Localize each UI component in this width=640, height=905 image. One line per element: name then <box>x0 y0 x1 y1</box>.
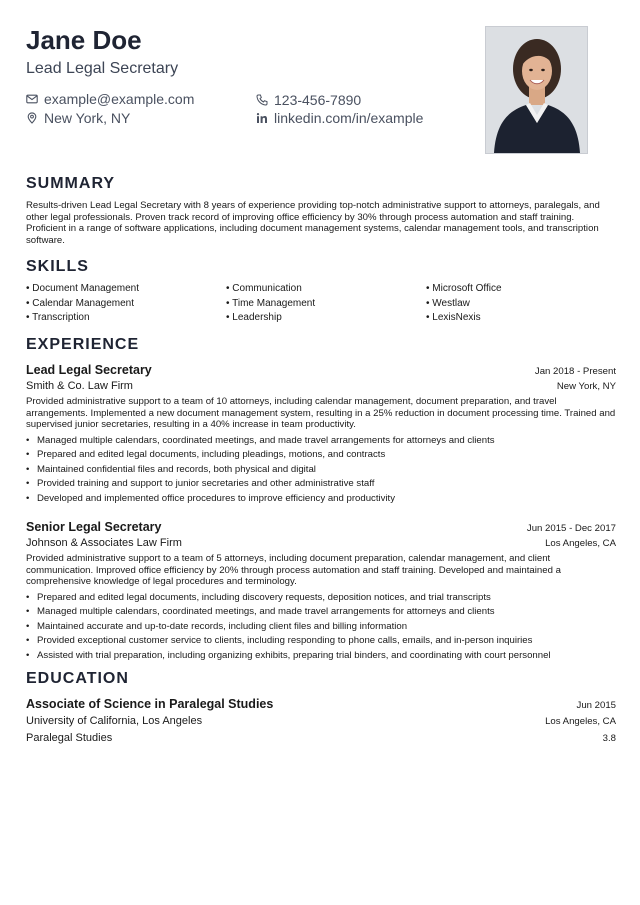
contact-phone[interactable] <box>256 91 361 109</box>
gpa-value: 3.8 <box>602 732 616 744</box>
skills-list <box>26 283 616 325</box>
degree-date: Jun 2015 <box>576 700 616 711</box>
education-section <box>26 669 616 746</box>
contact-linkedin[interactable] <box>256 109 423 127</box>
job-bullet: • Provided exceptional customer service to clients, including responding to phone calls, emails, and in-person inquiries <box>26 634 616 649</box>
profile-photo <box>485 26 588 154</box>
field-of-study: Paralegal Studies <box>26 731 113 744</box>
job-bullet: • Managed multiple calendars, coordinated meetings, and made travel arrangements for attorneys and clients <box>26 434 616 449</box>
job-bullet: • Maintained accurate and up-to-date records, including client files and billing information <box>26 620 616 635</box>
skill-item: • Communication <box>226 283 426 296</box>
job-bullet: • Developed and implemented office procedures to improve efficiency and productivity <box>26 492 616 507</box>
job-title: Lead Legal Secretary <box>26 363 152 377</box>
job-company: Johnson & Associates Law Firm <box>26 537 182 549</box>
job-entry <box>26 518 616 663</box>
job-entry <box>26 361 616 506</box>
skill-item: • Document Management <box>26 283 226 296</box>
job-bullets <box>26 434 616 507</box>
contact-info <box>26 90 466 130</box>
contact-location <box>26 109 130 127</box>
skill-item: • LexisNexis <box>426 312 616 325</box>
skill-item: • Leadership <box>226 312 426 325</box>
education-heading: EDUCATION <box>26 670 129 687</box>
contact-email[interactable] <box>26 90 194 108</box>
location-text: New York, NY <box>44 110 131 126</box>
skill-item: • Time Management <box>226 298 426 311</box>
job-location: New York, NY <box>556 381 616 392</box>
job-bullet: • Provided training and support to junior secretaries and other administrative staff <box>26 477 616 492</box>
experience-section <box>26 335 616 663</box>
location-pin-icon <box>26 112 38 124</box>
school-location: Los Angeles, CA <box>545 716 616 727</box>
job-bullets <box>26 591 616 664</box>
phone-icon <box>256 94 268 106</box>
job-bullet: • Assisted with trial preparation, including organizing exhibits, preparing trial binders, and coordinating with court personnel <box>26 649 616 664</box>
job-bullet: • Maintained confidential files and records, both physical and digital <box>26 463 616 478</box>
job-bullet: • Managed multiple calendars, coordinated meetings, and made travel arrangements for attorneys and clients <box>26 605 616 620</box>
skill-item: • Microsoft Office <box>426 283 616 296</box>
summary-heading: SUMMARY <box>26 175 116 192</box>
job-dates: Jan 2018 - Present <box>534 366 616 377</box>
job-description: Provided administrative support to a team of 10 attorneys, including calendar management, document preparation, and travel arrangements. Implemented a new document management system, resulting in a 25% reduction in document processing time. Trained and supervised junior secretaries, resulting in a 40% increase in team productivity. <box>26 396 616 430</box>
mail-icon <box>26 93 38 105</box>
phone-text: 123-456-7890 <box>274 92 362 108</box>
skills-section <box>26 257 616 325</box>
job-dates: Jun 2015 - Dec 2017 <box>526 523 616 534</box>
candidate-name: Jane Doe <box>26 25 142 55</box>
linkedin-icon <box>256 112 268 124</box>
skill-item: • Westlaw <box>426 298 616 311</box>
job-bullet: • Prepared and edited legal documents, including pleadings, motions, and contracts <box>26 448 616 463</box>
job-description: Provided administrative support to a team of 5 attorneys, including document preparation, calendar management, and client communication. Improved office efficiency by 20% through process automation and staff training. Developed and maintained a comprehensive knowledge of legal procedures and terminology. <box>26 553 561 587</box>
candidate-title: Lead Legal Secretary <box>26 60 179 77</box>
summary-section <box>26 174 616 246</box>
degree-title: Associate of Science in Paralegal Studies <box>26 697 274 711</box>
job-bullet: • Prepared and edited legal documents, including discovery requests, deposition notices, and trial transcripts <box>26 591 616 606</box>
school-name: University of California, Los Angeles <box>26 715 203 727</box>
portrait-image <box>486 27 587 153</box>
skill-item: • Calendar Management <box>26 298 226 311</box>
email-text: example@example.com <box>44 91 195 107</box>
experience-heading: EXPERIENCE <box>26 336 140 353</box>
job-location: Los Angeles, CA <box>545 538 616 549</box>
job-company: Smith & Co. Law Firm <box>26 380 133 392</box>
job-title: Senior Legal Secretary <box>26 520 162 534</box>
linkedin-text: linkedin.com/in/example <box>274 110 424 126</box>
summary-text: Results-driven Lead Legal Secretary with 8 years of experience providing top-notch administrative support to attorneys, paralegals, and other legal professionals. Proven track record of improving office efficiency by 30% through process automation and staff training. Proficient in a range of software applications, including document management systems, calendar management tools, and transcription software. <box>26 200 600 246</box>
skill-item: • Transcription <box>26 312 226 325</box>
skills-heading: SKILLS <box>26 258 89 275</box>
